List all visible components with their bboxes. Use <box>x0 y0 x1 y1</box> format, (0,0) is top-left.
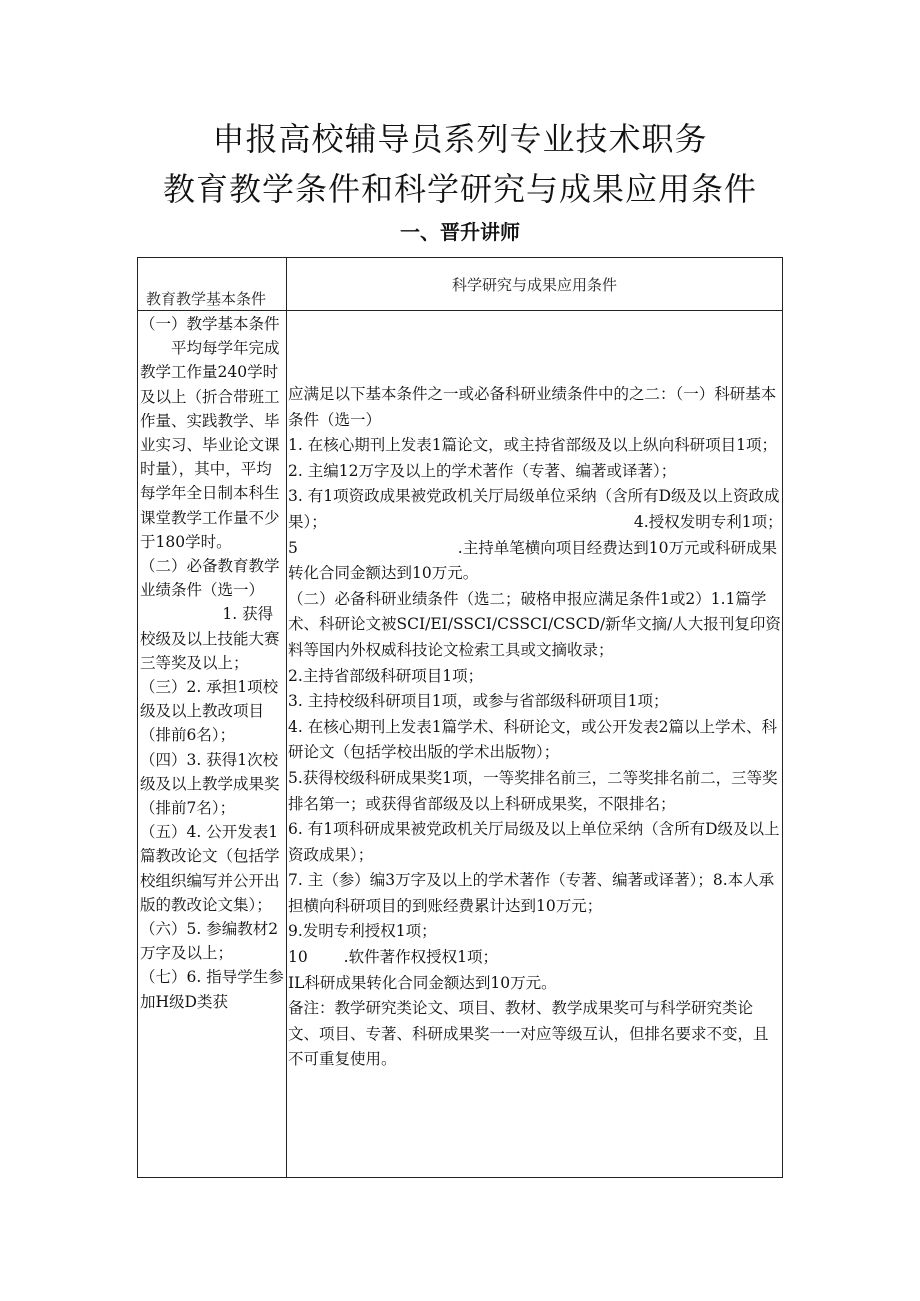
right-paragraph: 5.获得校级科研成果奖1项，一等奖排名前三，二等奖排名前二，三等奖排名第一；或获得省部级及以上科研成果奖，不限排名； <box>288 768 778 813</box>
left-paragraph: （三）2. 承担1项校级及以上教改项目（排前6名）； <box>140 678 279 745</box>
page-title-line2: 教育教学条件和科学研究与成果应用条件 <box>162 170 757 208</box>
research-conditions-cell <box>288 382 904 1073</box>
left-paragraph: （七）6. 指导学生参加H级D类获 <box>140 968 284 1011</box>
right-paragraph: 2.主持省部级科研项目1项； <box>288 666 484 685</box>
right-paragraph: 9.发明专利授权1项； <box>288 922 437 941</box>
header-right-cell: 科学研究与成果应用条件 <box>451 276 617 294</box>
section-subtitle: 一、晋升讲师 <box>400 220 520 244</box>
right-paragraph: 1. 在核心期刊上发表1篇论文，或主持省部级及以上纵向科研项目1项； 2. 主编12万字及以上的学术著作（专著、编著或译著）； 3. 有1项资政成果被党政机关厅局级单位采纳（含所有D级及以上资政成果）； 4.授权发明专利1项； 5 .主持单笔横向项目经费达到10万元或科研成果转化合同金额达到10万元。 <box>288 436 904 583</box>
left-paragraph: 平均每学年完成教学工作量240学时及以上（折合带班工作量、实践教学、毕业实习、毕业论文课时量），其中，平均每学年全日制本科生课堂教学工作量不少于180学时。 <box>140 339 280 551</box>
left-paragraph: （一）教学基本条件 <box>140 315 280 333</box>
right-paragraph: 7. 主（参）编3万字及以上的学术著作（专著、编著或译著）；8.本人承担横向科研项目的到账经费累计达到10万元； <box>288 871 775 915</box>
left-paragraph: 1. 获得校级及以上技能大赛三等奖及以上； <box>140 605 280 672</box>
right-paragraph: （二）必备科研业绩条件（选二；破格申报应满足条件1或2）1.1篇学术、科研论文被SCI/EI/SSCI/CSSCI/CSCD/新华文摘/人大报刊复印资料等国内外权威科技论文检索工具或文摘收录； <box>288 589 781 659</box>
right-paragraph: 10 .软件著作权授权1项； <box>288 948 498 967</box>
teaching-conditions-cell <box>139 312 284 1014</box>
left-paragraph: （六）5. 参编教材2万字及以上； <box>140 920 279 963</box>
header-left-cell: 教育教学基本条件 <box>146 290 267 308</box>
right-paragraph: 3. 主持校级科研项目1项，或参与省部级科研项目1项； <box>288 692 669 711</box>
right-paragraph: 4. 在核心期刊上发表1篇学术、科研论文，或公开发表2篇以上学术、科研论文（包括学校出版的学术出版物）； <box>288 717 777 762</box>
page-title-line1: 申报高校辅导员系列专业技术职务 <box>212 120 708 158</box>
right-paragraph: 应满足以下基本条件之一或必备科研业绩条件中的之二：（一）科研基本条件（选一） <box>288 385 777 429</box>
right-paragraph: IL科研成果转化合同金额达到10万元。 <box>288 973 557 992</box>
right-paragraph: 备注：教学研究类论文、项目、教材、教学成果奖可与科学研究类论文、项目、专著、科研成果奖一一对应等级互认，但排名要求不变，且不可重复使用。 <box>288 999 769 1069</box>
left-paragraph: （四）3. 获得1次校级及以上教学成果奖（排前7名）； <box>140 750 280 818</box>
left-paragraph: （二）必备教育教学业绩条件（选一） <box>140 557 280 600</box>
right-paragraph: 6. 有1项科研成果被党政机关厅局级及以上单位采纳（含所有D级及以上资政成果）； <box>288 820 780 864</box>
conditions-table <box>137 257 904 1178</box>
left-paragraph: （五）4. 公开发表1篇教改论文（包括学校组织编写并公开出版的教改论文集）； <box>140 823 280 914</box>
column-divider <box>286 258 287 1177</box>
header-divider <box>138 310 782 311</box>
